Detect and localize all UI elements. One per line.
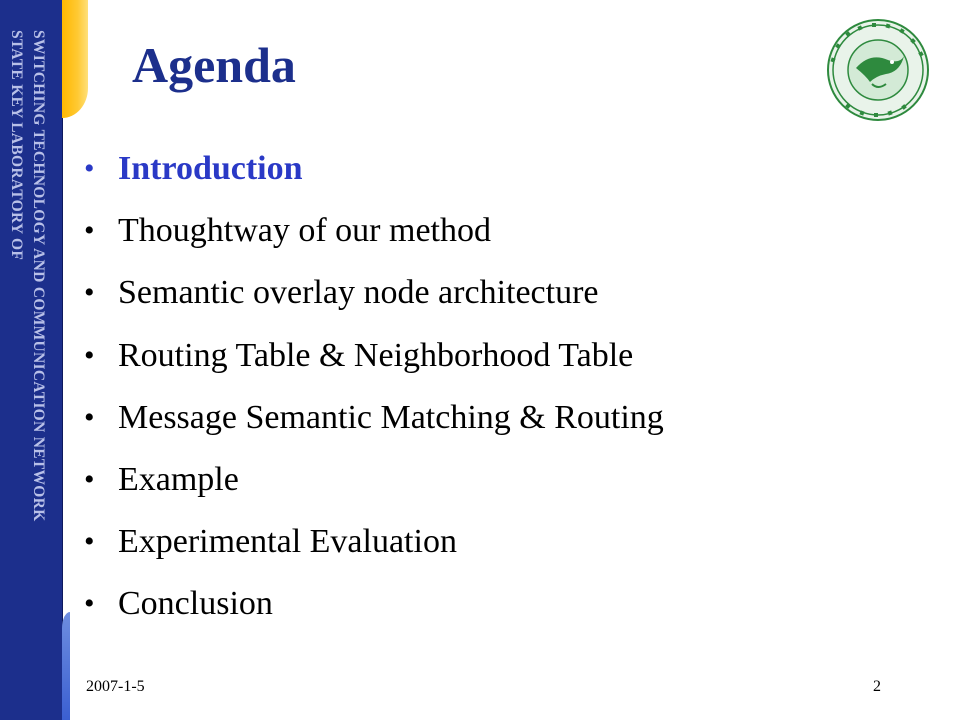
agenda-item-label: Example: [118, 460, 239, 498]
sidebar-text: [0, 0, 62, 720]
agenda-item-label: Thoughtway of our method: [118, 212, 491, 250]
bullet-icon: •: [84, 462, 95, 496]
agenda-item: [84, 138, 664, 200]
blue-bottom-accent: [62, 612, 70, 720]
agenda-item-label: Conclusion: [118, 585, 273, 623]
sidebar-line-1: SWITCHING TECHNOLOGY AND COMMUNICATION NETWORK: [30, 30, 47, 522]
bullet-icon: •: [84, 152, 95, 185]
agenda-item: [84, 387, 664, 449]
agenda-item-label: Routing Table & Neighborhood Table: [118, 336, 634, 374]
bullet-icon: •: [84, 400, 95, 434]
slide-title: Agenda: [132, 37, 296, 93]
bullet-icon: •: [84, 338, 95, 372]
footer-page-number: 2: [873, 678, 881, 695]
agenda-item: [84, 511, 664, 573]
agenda-item-label: Experimental Evaluation: [118, 523, 457, 561]
agenda-item: [84, 262, 664, 324]
agenda-item: [84, 325, 664, 387]
agenda-item: [84, 449, 664, 511]
white-cut: [88, 0, 128, 118]
footer-date: 2007-1-5: [86, 678, 145, 695]
bullet-icon: •: [84, 214, 95, 248]
agenda-item-label: Semantic overlay node architecture: [118, 274, 599, 312]
orange-corner-accent: [62, 0, 88, 118]
sidebar-line-2: STATE KEY LABORATORY OF: [8, 30, 25, 261]
bullet-icon: •: [84, 525, 95, 559]
agenda-list: [84, 138, 664, 636]
bullet-icon: •: [84, 587, 95, 621]
agenda-item-label: Introduction: [118, 150, 303, 187]
bullet-icon: •: [84, 276, 95, 310]
agenda-item: [84, 200, 664, 262]
university-seal-icon: [826, 18, 930, 122]
agenda-item: [84, 573, 664, 635]
agenda-item-label: Message Semantic Matching & Routing: [118, 398, 664, 436]
